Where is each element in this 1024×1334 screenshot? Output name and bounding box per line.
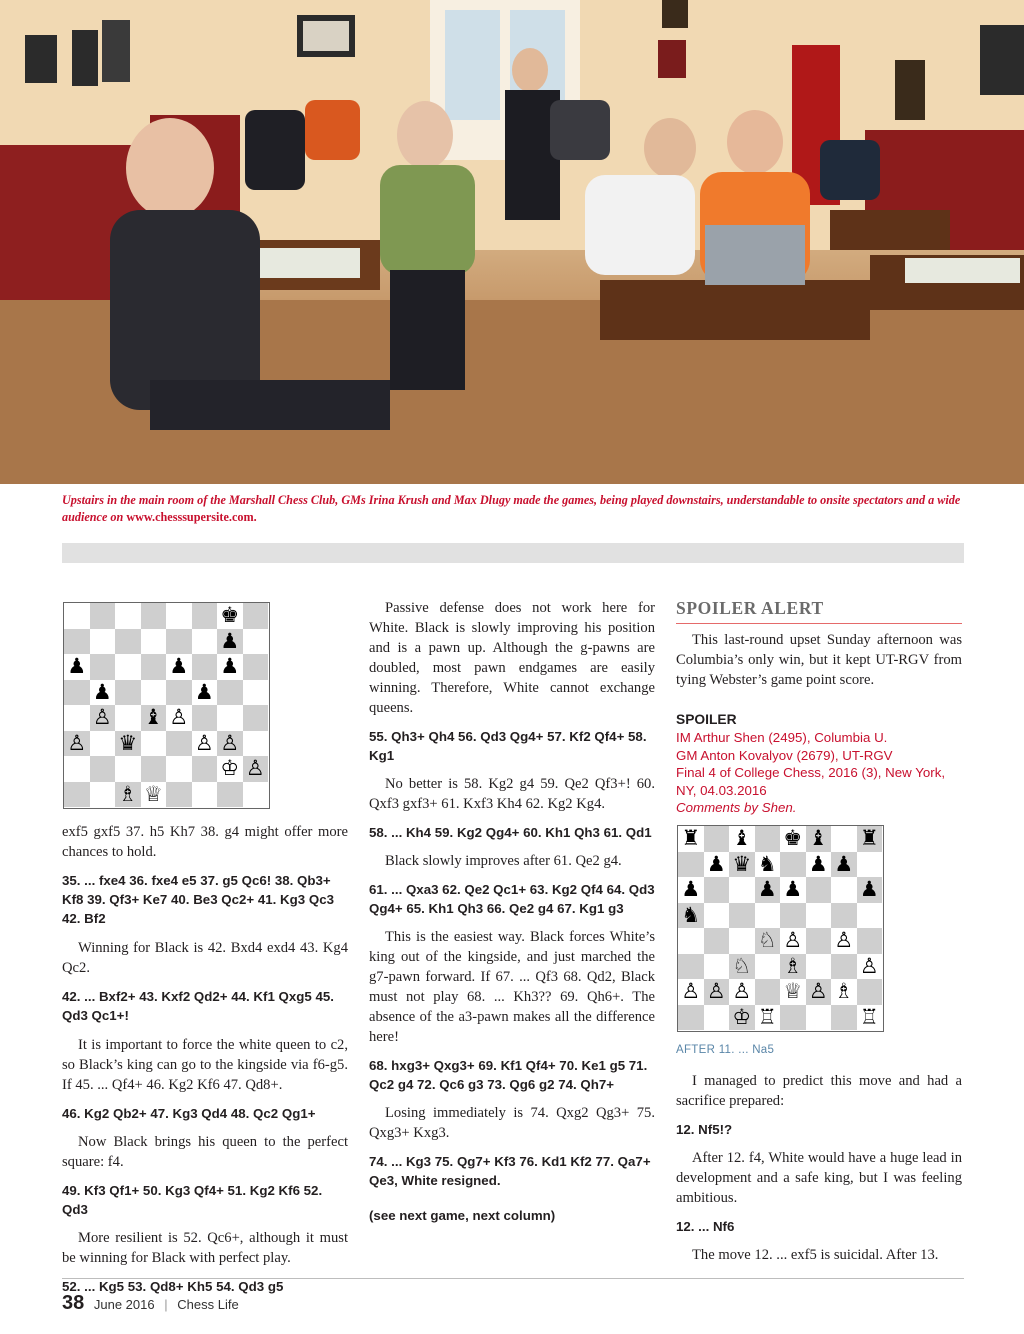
col1-paragraph: Winning for Black is 42. Bxd4 exd4 43. Kg4 Qc2. [62,940,348,976]
chess-piece: ♙ [194,730,214,755]
chess-piece: ♔ [220,756,240,780]
chess-piece: ♟ [92,679,112,704]
board-square [704,877,730,903]
chess-piece: ♟ [220,628,240,653]
board-square [831,877,857,903]
chess-piece: ♛ [118,730,138,755]
chess-piece: ♟ [834,851,854,876]
caption-url[interactable]: www.chesssupersite.com. [126,510,257,524]
chess-piece: ♙ [245,756,265,780]
board-square [806,877,832,903]
chess-piece: ♝ [732,826,752,850]
footer-rule [62,1278,964,1279]
col2-moves: 61. ... Qxa3 62. Qe2 Qc1+ 63. Kg2 Qf4 64. Qd3 Qg4+ 65. Kh1 Qh3 66. Qe2 g4 67. Kg1 g3 [369,882,655,916]
board-square [831,1005,857,1031]
col1-paragraph: More resilient is 52. Qc6+, although it must be winning for Black with perfect play. [62,1230,348,1266]
board-square [806,903,832,929]
col1-moves: 52. ... Kg5 53. Qd8+ Kh5 54. Qd3 g5 [62,1279,284,1294]
board-square [115,603,141,629]
board-square [90,782,116,808]
board-square [857,979,883,1005]
chess-piece: ♙ [681,979,701,1003]
board-square [166,603,192,629]
game-commentator: Comments by Shen. [676,800,797,815]
board-square [115,705,141,731]
chess-piece: ♟ [757,877,777,901]
board-square [192,654,218,680]
col2-paragraph: Black slowly improves after 61. Qe2 g4. [385,853,622,869]
heading-rule [676,623,962,624]
board-square [90,756,116,782]
page-number: 38 [62,1292,85,1314]
col1-paragraph: It is important to force the white queen to c2, so Black’s king can go to the kingside via f6-g5. If 45. ... Qf4+ 46. Kg2 Kf6 47. Qd8+. [62,1037,348,1093]
board-square [857,903,883,929]
board-square [166,731,192,757]
photo-caption [62,492,964,526]
board-square [755,979,781,1005]
board-square [115,654,141,680]
board-square [780,852,806,878]
board-square [115,756,141,782]
chess-piece: ♙ [783,928,803,952]
board-square [115,680,141,706]
col1-moves: 49. Kf3 Qf1+ 50. Kg3 Qf4+ 51. Kg2 Kf6 52. Qd3 [62,1183,323,1217]
chess-piece: ♖ [859,1004,879,1029]
chess-piece: ♝ [808,826,828,850]
section-divider-bar [62,543,964,563]
board-square [806,954,832,980]
board-square [704,903,730,929]
chess-diagram-1 [63,602,270,809]
board-square [192,782,218,808]
col2-moves: 55. Qh3+ Qh4 56. Qd3 Qg4+ 57. Kf2 Qf4+ 58. Kg1 [369,729,647,763]
board-square [192,756,218,782]
col2-moves: 74. ... Kg3 75. Qg7+ Kf3 76. Kd1 Kf2 77. Qa7+ Qe3, White resigned. [369,1154,651,1188]
page-footer [62,1292,239,1315]
board-square [729,903,755,929]
board-square [141,680,167,706]
board-square [243,629,269,655]
chess-piece: ♛ [732,851,752,876]
issue-date: June 2016 [93,1297,155,1312]
magazine-name: Chess Life [177,1297,239,1312]
chess-piece: ♕ [143,781,163,806]
chess-piece: ♘ [757,928,777,952]
board-square [831,903,857,929]
chess-piece: ♝ [143,705,163,729]
board-square [166,629,192,655]
col3-paragraph: I managed to predict this move and had a sacrifice prepared: [676,1072,962,1109]
board-square [806,928,832,954]
chess-piece: ♟ [783,877,803,901]
game-black-player: GM Anton Kovalyov (2679), UT-RGV [676,747,893,763]
chess-piece: ♟ [194,679,214,704]
chess-piece: ♕ [783,979,803,1003]
board-square [64,629,90,655]
chess-piece: ♗ [118,781,138,806]
board-square [64,603,90,629]
col3-paragraph: After 12. f4, White would have a huge lead in development and a safe king, but I was feeling ambitious. [676,1149,962,1206]
board-square [806,1005,832,1031]
col3-moves: 12. Nf5!? [676,1121,733,1137]
chess-piece: ♗ [783,953,803,978]
chess-piece: ♗ [834,979,854,1003]
chess-piece: ♔ [732,1004,752,1029]
board-square [141,654,167,680]
board-square [755,903,781,929]
chess-piece: ♜ [681,826,701,850]
club-photo [0,0,1024,484]
chess-piece: ♞ [757,851,777,876]
chess-piece: ♚ [783,826,803,850]
footer-separator: | [164,1297,168,1312]
board-square [704,1005,730,1031]
chess-piece: ♙ [92,705,112,729]
chess-piece: ♟ [681,877,701,901]
col2-moves: 68. hxg3+ Qxg3+ 69. Kf1 Qf4+ 70. Ke1 g5 71. Qc2 g4 72. Qc6 g3 73. Qg6 g2 74. Qh7+ [369,1058,648,1092]
board-square [704,928,730,954]
chess-diagram-2 [677,825,884,1032]
board-square [729,928,755,954]
col2-paragraph: Passive defense does not work here for White. Black is slowly improving his position and is a pawn up. Although the g-pawns are doubled, most pawn endgames are easily winning. Therefore, White cannot exchange queens. [369,600,655,716]
chess-piece: ♙ [220,730,240,755]
photo-illustration [0,0,1024,484]
board-square [141,603,167,629]
board-square [192,705,218,731]
board-square [678,954,704,980]
board-square [243,603,269,629]
board-square [678,1005,704,1031]
board-square [704,826,730,852]
board-square [90,629,116,655]
board-square [166,782,192,808]
board-square [90,731,116,757]
col1-moves: 35. ... fxe4 36. fxe4 e5 37. g5 Qc6! 38. Qb3+ Kf8 39. Qf3+ Ke7 40. Be3 Qc2+ 41. Kg3 Qc3 42. Bf2 [62,873,334,926]
board-square [831,954,857,980]
board-square [217,705,243,731]
board-square [243,731,269,757]
col2-paragraph: No better is 58. Kg2 g4 59. Qe2 Qf3+! 60. Qxf3 gxf3+ 61. Kxf3 Kh4 62. Kg2 Kg4. [369,776,655,812]
chess-piece: ♚ [220,603,240,627]
chess-piece: ♙ [834,928,854,952]
board-square [678,928,704,954]
chess-piece: ♙ [169,705,189,729]
chess-piece: ♟ [220,654,240,678]
spoiler-alert-heading: SPOILER ALERT [676,598,824,618]
chess-piece: ♞ [681,902,701,927]
board-square [64,680,90,706]
board-square [90,603,116,629]
board-square [217,782,243,808]
board-square [166,756,192,782]
diagram-2-caption: AFTER 11. ... Na5 [676,1043,775,1056]
board-square [755,826,781,852]
board-square [192,629,218,655]
col1-paragraph: Now Black brings his queen to the perfect square: f4. [62,1134,348,1170]
board-square [141,756,167,782]
col2-paragraph: This is the easiest way. Black forces White’s king out of the kingside, and just marched the g7-pawn forward. If 67. ... Qf3 68. Qd2, Black must not play 68. ... Kh3?? 69. Qh6+. The absence of the a3-pawn makes all the difference here! [369,929,655,1045]
col3-paragraph: This last-round upset Sunday afternoon was Columbia’s only win, but it kept UT-RGV from tying Webster’s game point score. [676,632,962,688]
col2-paragraph: Losing immediately is 74. Qxg2 Qg3+ 75. Qxg3+ Kxg3. [369,1105,655,1141]
board-square [166,680,192,706]
chess-piece: ♜ [859,826,879,850]
board-square [243,680,269,706]
board-square [755,954,781,980]
board-square [64,705,90,731]
board-square [64,756,90,782]
chess-piece: ♟ [169,654,189,678]
column-1 [62,822,348,1296]
chess-piece: ♟ [67,654,87,678]
board-square [704,954,730,980]
chess-piece: ♟ [859,877,879,901]
board-square [192,603,218,629]
chess-piece: ♙ [706,979,726,1003]
board-square [243,782,269,808]
col3-moves: 12. ... Nf6 [676,1218,735,1234]
board-square [243,705,269,731]
chess-piece: ♟ [808,851,828,876]
board-square [780,903,806,929]
chess-piece: ♘ [732,953,752,978]
board-square [64,782,90,808]
board-square [90,654,116,680]
col1-paragraph: exf5 gxf5 37. h5 Kh7 38. g4 might offer more chances to hold. [62,824,348,860]
board-square [243,654,269,680]
board-square [780,1005,806,1031]
column-2 [369,598,655,1225]
col2-next-game-note: (see next game, next column) [369,1208,556,1223]
game-title: SPOILER [676,712,737,727]
game-white-player: IM Arthur Shen (2495), Columbia U. [676,730,888,745]
chess-piece: ♙ [808,979,828,1003]
col2-moves: 58. ... Kh4 59. Kg2 Qg4+ 60. Kh1 Qh3 61. Qd1 [369,825,652,840]
col1-moves: 42. ... Bxf2+ 43. Kxf2 Qd2+ 44. Kf1 Qxg5 45. Qd3 Qc1+! [62,989,334,1023]
board-square [729,877,755,903]
chess-piece: ♙ [732,979,752,1003]
chess-piece: ♙ [67,730,87,755]
board-square [857,928,883,954]
col3-paragraph: The move 12. ... exf5 is suicidal. After 13. [692,1246,939,1263]
chess-piece: ♟ [706,851,726,876]
board-square [831,826,857,852]
board-square [217,680,243,706]
board-square [678,852,704,878]
caption-text: Upstairs in the main room of the Marshall Chess Club, GMs Irina Krush and Max Dlugy made the games, being played downstairs, understandable to onsite spectators and a wide audience on [62,493,961,524]
chess-piece: ♙ [859,953,879,978]
board-square [141,731,167,757]
board-square [857,852,883,878]
chess-piece: ♖ [757,1004,777,1029]
board-square [115,629,141,655]
board-square [141,629,167,655]
game-event: Final 4 of College Chess, 2016 (3), New York, NY, 04.03.2016 [676,765,946,798]
col1-moves: 46. Kg2 Qb2+ 47. Kg3 Qd4 48. Qc2 Qg1+ [62,1106,316,1121]
